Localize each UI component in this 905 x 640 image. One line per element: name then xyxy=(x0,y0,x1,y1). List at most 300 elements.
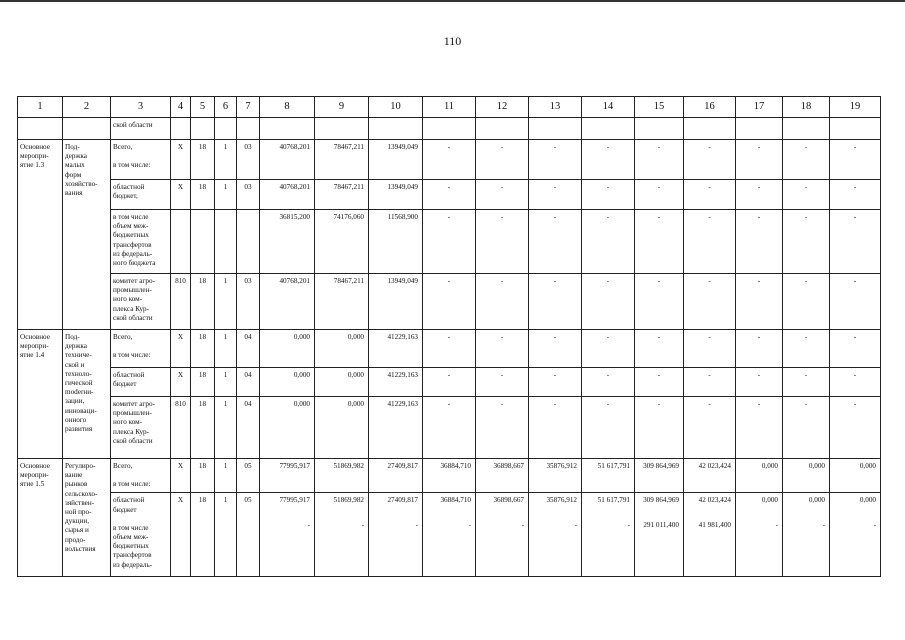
cell-line: развития xyxy=(65,425,93,434)
cell-value: - xyxy=(804,277,808,285)
cell-line: в том числе xyxy=(113,213,149,221)
cell-line: ятие 1.5 xyxy=(20,480,45,489)
cell-value: 13949,049 xyxy=(387,183,418,191)
table-cell xyxy=(171,274,191,330)
cell-value: 40768,201 xyxy=(279,277,310,285)
table-cell xyxy=(529,118,582,140)
cell-value: - xyxy=(708,371,711,379)
table-cell xyxy=(582,274,635,330)
table-cell xyxy=(171,397,191,459)
cell-value: 1 xyxy=(223,462,228,470)
column-header xyxy=(237,97,260,118)
table-cell xyxy=(315,180,369,210)
table-cell xyxy=(830,493,881,577)
column-header xyxy=(423,97,476,118)
table-cell xyxy=(423,210,476,274)
table-cell xyxy=(783,493,830,577)
cell-line: продо- xyxy=(65,535,86,544)
cell-line: держка xyxy=(65,342,87,351)
column-header xyxy=(830,97,881,118)
cell-value: 0,000 xyxy=(347,333,364,341)
cell-value: - xyxy=(757,371,761,379)
table-cell xyxy=(260,180,315,210)
cell-value: 36884,710 xyxy=(440,462,471,470)
cell-value: 51869,982 xyxy=(333,496,364,505)
table-cell xyxy=(237,210,260,274)
column-header xyxy=(635,97,684,118)
table-cell xyxy=(315,493,369,577)
table-cell xyxy=(369,368,423,397)
cell-line: областной xyxy=(113,183,145,191)
cell-value: - xyxy=(804,371,808,379)
cell-value: 15 xyxy=(653,101,665,113)
cell-value: 78467,211 xyxy=(333,143,364,151)
cell-value: 291 011,400 xyxy=(643,520,679,529)
cell-value: - xyxy=(553,333,557,341)
cell-value: 0,000 xyxy=(808,462,825,470)
cell-value: - xyxy=(757,183,761,191)
cell-value: 1 xyxy=(223,333,228,341)
table-cell xyxy=(476,140,529,180)
table-cell xyxy=(237,459,260,493)
table-cell xyxy=(111,493,171,577)
cell-value: - xyxy=(553,143,557,151)
cell-value: 42 023,424 xyxy=(698,496,731,505)
cell-line: Основное xyxy=(20,143,50,151)
cell-value: - xyxy=(553,400,557,408)
table-cell xyxy=(830,274,881,330)
cell-line: меропри- xyxy=(20,471,49,480)
cell-value: 03 xyxy=(244,143,252,151)
cell-value: 51 617,791 xyxy=(597,496,630,505)
continuation-row xyxy=(18,118,881,140)
cell-line: вольствия xyxy=(65,544,96,553)
table-cell xyxy=(684,140,736,180)
cell-line: гической xyxy=(65,379,93,388)
table-cell xyxy=(215,210,237,274)
cell-value: 18 xyxy=(198,371,207,379)
table-row xyxy=(18,180,881,210)
cell-value: - xyxy=(657,143,661,151)
cell-value: Всего, xyxy=(113,143,133,151)
cell-value: 78467,211 xyxy=(333,183,364,191)
cell-lines xyxy=(20,143,60,171)
cell-value: - xyxy=(853,371,857,379)
column-header xyxy=(369,97,423,118)
cell-line: меропри- xyxy=(20,152,49,161)
table-cell xyxy=(635,330,684,368)
cell-value: 4 xyxy=(177,101,184,113)
cell-line: зяйствен- xyxy=(65,498,95,507)
column-header xyxy=(171,97,191,118)
cell-value: X xyxy=(177,462,184,470)
table-cell xyxy=(830,459,881,493)
cell-value: - xyxy=(804,333,808,341)
measure-code xyxy=(18,140,63,330)
cell-value: - xyxy=(447,277,451,285)
cell-value: в том числе: xyxy=(113,480,151,489)
cell-lines xyxy=(113,400,168,446)
table-cell xyxy=(684,180,736,210)
table-cell xyxy=(830,330,881,368)
table-cell xyxy=(529,459,582,493)
cell-line: объем меж- xyxy=(113,222,149,231)
table-cell xyxy=(476,397,529,459)
column-header xyxy=(529,97,582,118)
cell-line: ного ком- xyxy=(113,418,143,427)
table-cell xyxy=(111,140,171,180)
table-cell xyxy=(476,274,529,330)
column-header xyxy=(684,97,736,118)
table-cell xyxy=(215,368,237,397)
cell-line: сельскохо- xyxy=(65,489,98,498)
table-cell xyxy=(191,368,215,397)
table-cell xyxy=(783,180,830,210)
table-cell xyxy=(423,493,476,577)
table-cell xyxy=(111,210,171,274)
cell-value: - xyxy=(521,520,524,529)
table-cell xyxy=(423,118,476,140)
cell-value: 0,000 xyxy=(808,496,825,505)
cell-value: 40768,201 xyxy=(279,143,310,151)
cell-line: ного бюджета xyxy=(113,259,156,268)
table-cell xyxy=(830,140,881,180)
cell-value: 16 xyxy=(704,101,715,113)
cell-value: 0,000 xyxy=(293,333,310,341)
cell-value: - xyxy=(500,143,504,151)
cell-value: 6 xyxy=(222,101,229,113)
cell-line: в том числе xyxy=(113,523,149,532)
table-cell xyxy=(783,397,830,459)
table-row xyxy=(18,274,881,330)
cell-value: - xyxy=(627,520,630,529)
table-cell xyxy=(783,274,830,330)
cell-value: 11568,900 xyxy=(387,213,418,221)
table-cell xyxy=(582,140,635,180)
measure-total-row xyxy=(18,330,881,368)
cell-value: 0,000 xyxy=(859,462,876,470)
table-cell xyxy=(476,330,529,368)
cell-value: - xyxy=(553,183,557,191)
cell-value: - xyxy=(708,183,711,191)
table-cell xyxy=(171,180,191,210)
cell-value: X xyxy=(177,333,184,341)
table-cell xyxy=(171,459,191,493)
cell-value: - xyxy=(657,277,661,285)
cell-line: зации, xyxy=(65,397,85,406)
cell-value: - xyxy=(708,277,711,285)
table-cell xyxy=(315,210,369,274)
table-cell xyxy=(736,459,783,493)
column-header xyxy=(18,97,63,118)
table-cell xyxy=(830,368,881,397)
table-cell xyxy=(171,330,191,368)
cell-value: 42 023,424 xyxy=(698,462,731,470)
table-cell xyxy=(529,493,582,577)
cell-value: 04 xyxy=(244,371,252,379)
cell-value: - xyxy=(757,143,761,151)
table-cell xyxy=(18,118,63,140)
cell-value: - xyxy=(447,213,451,221)
cell-value: 810 xyxy=(175,277,186,285)
table-cell xyxy=(171,493,191,577)
table-cell xyxy=(171,140,191,180)
table-cell xyxy=(111,274,171,330)
table-cell xyxy=(369,493,423,577)
table-cell xyxy=(684,118,736,140)
table-cell xyxy=(635,459,684,493)
table-cell xyxy=(369,397,423,459)
table-cell xyxy=(191,180,215,210)
table-cell xyxy=(191,140,215,180)
cell-value: 0,000 xyxy=(293,371,310,379)
cell-value: - xyxy=(553,277,557,285)
cell-value: 0,000 xyxy=(761,462,778,470)
cell-line: комитет агро- xyxy=(113,277,155,285)
cell-value: 77995,917 xyxy=(279,496,310,505)
table-cell xyxy=(830,118,881,140)
cell-value: - xyxy=(757,333,761,341)
measure-budget-row xyxy=(18,493,881,577)
cell-value: 19 xyxy=(849,101,861,113)
table-cell xyxy=(369,140,423,180)
table-cell xyxy=(191,210,215,274)
cell-value: - xyxy=(757,400,761,408)
cell-value: - xyxy=(606,183,610,191)
cell-value: 41229,163 xyxy=(387,333,418,341)
cell-value: 13949,049 xyxy=(387,143,418,151)
cell-value: 74176,060 xyxy=(333,213,364,221)
cell-value: 309 864,969 xyxy=(643,496,679,505)
table-cell xyxy=(260,397,315,459)
measure-code xyxy=(18,459,63,577)
table-cell xyxy=(830,210,881,274)
cell-line: ской и xyxy=(65,360,85,369)
cell-line: Основное xyxy=(20,333,50,341)
cell-line: Регулиро- xyxy=(65,462,96,470)
table-cell xyxy=(529,140,582,180)
cell-value: 810 xyxy=(175,400,186,408)
cell-value: - xyxy=(606,213,610,221)
table-cell xyxy=(111,330,171,368)
table-cell xyxy=(529,330,582,368)
table-cell xyxy=(237,368,260,397)
table-row xyxy=(18,210,881,274)
table-cell xyxy=(369,210,423,274)
table-cell xyxy=(237,140,260,180)
table-cell xyxy=(684,210,736,274)
cell-line: плекса Кур- xyxy=(113,304,150,313)
cell-line: бюджет, xyxy=(113,192,138,201)
cell-value: 77995,917 xyxy=(279,462,310,470)
cell-value: - xyxy=(757,277,761,285)
cell-line: moderни- xyxy=(65,388,94,397)
measure-name xyxy=(63,330,111,459)
cell-value: - xyxy=(657,371,661,379)
table-cell xyxy=(476,368,529,397)
table-cell xyxy=(369,330,423,368)
cell-value: 17 xyxy=(753,101,765,113)
cell-lines xyxy=(65,462,108,554)
cell-value: ской области xyxy=(113,121,153,129)
cell-value: 36884,710 xyxy=(440,496,471,505)
cell-value: 36898,667 xyxy=(493,462,524,470)
table-cell xyxy=(684,368,736,397)
table-cell xyxy=(783,368,830,397)
table-cell xyxy=(423,397,476,459)
column-header xyxy=(191,97,215,118)
cell-value: 9 xyxy=(338,101,345,113)
cell-value: - xyxy=(606,400,610,408)
cell-line: сырья и xyxy=(65,526,89,535)
table-cell xyxy=(582,397,635,459)
cell-value: - xyxy=(853,277,857,285)
cell-line: Под- xyxy=(65,143,80,151)
table-cell xyxy=(260,368,315,397)
table-cell xyxy=(369,180,423,210)
cell-value: - xyxy=(853,183,857,191)
cell-value: 3 xyxy=(137,101,144,113)
table-cell xyxy=(260,493,315,577)
cell-lines xyxy=(113,496,168,514)
table-cell xyxy=(315,397,369,459)
table-cell xyxy=(315,118,369,140)
table-cell xyxy=(191,459,215,493)
cell-value: - xyxy=(447,400,451,408)
cell-lines xyxy=(20,333,60,361)
cell-line: из федераль- xyxy=(113,560,153,569)
header-row xyxy=(18,97,881,118)
cell-value: в том числе: xyxy=(113,351,151,360)
cell-value: 1 xyxy=(223,371,228,379)
cell-line: бюджет xyxy=(113,505,137,514)
table-cell xyxy=(423,368,476,397)
cell-value: 18 xyxy=(198,277,207,285)
table-cell xyxy=(191,118,215,140)
cell-value: - xyxy=(500,371,504,379)
column-header xyxy=(476,97,529,118)
cell-line: рынков xyxy=(65,480,88,489)
cell-value: 41 981,400 xyxy=(698,520,731,529)
table-cell xyxy=(237,180,260,210)
cell-value: 27409,817 xyxy=(387,462,418,470)
cell-value: 18 xyxy=(198,183,207,191)
cell-value: - xyxy=(708,143,711,151)
table-cell xyxy=(369,118,423,140)
table-cell xyxy=(684,397,736,459)
table-cell xyxy=(111,368,171,397)
cell-line: трансфертов xyxy=(113,240,152,249)
cell-value: 14 xyxy=(602,101,614,113)
cell-value: 03 xyxy=(244,183,252,191)
cell-lines xyxy=(113,183,168,201)
table-cell xyxy=(369,274,423,330)
cell-lines xyxy=(113,277,168,323)
cell-value: - xyxy=(500,277,504,285)
cell-line: объем меж- xyxy=(113,533,149,542)
budget-table xyxy=(17,96,881,577)
cell-value: 1 xyxy=(37,101,43,113)
table-cell xyxy=(635,274,684,330)
table-cell xyxy=(736,493,783,577)
cell-value: - xyxy=(853,143,857,151)
cell-value: 05 xyxy=(244,496,252,505)
cell-value: - xyxy=(708,333,711,341)
cell-value: 1 xyxy=(223,277,228,285)
cell-lines xyxy=(113,213,168,268)
column-header xyxy=(736,97,783,118)
column-header xyxy=(315,97,369,118)
cell-value: - xyxy=(500,333,504,341)
cell-line: держка xyxy=(65,152,87,161)
table-cell xyxy=(582,210,635,274)
cell-value: 1 xyxy=(223,143,228,151)
cell-value: 18 xyxy=(198,333,207,341)
cell-value: 04 xyxy=(244,333,252,341)
table-cell xyxy=(260,274,315,330)
cell-line: Под- xyxy=(65,333,80,341)
table-cell xyxy=(423,274,476,330)
cell-line: промышлен- xyxy=(113,286,152,295)
cell-line: вание xyxy=(65,471,83,480)
cell-line: хозяйство- xyxy=(65,179,98,188)
cell-value: 13949,049 xyxy=(387,277,418,285)
table-cell xyxy=(830,180,881,210)
cell-value: 18 xyxy=(198,400,207,408)
cell-value: - xyxy=(606,371,610,379)
cell-value: 04 xyxy=(244,400,252,408)
cell-lines xyxy=(65,333,108,434)
cell-value: 11 xyxy=(443,101,455,113)
table-cell xyxy=(215,397,237,459)
cell-value: - xyxy=(804,143,808,151)
table-cell xyxy=(529,368,582,397)
table-cell xyxy=(476,210,529,274)
table-cell xyxy=(684,330,736,368)
cell-value: X xyxy=(177,183,184,191)
table-cell xyxy=(423,459,476,493)
table-cell xyxy=(684,493,736,577)
table-cell xyxy=(736,118,783,140)
table-cell xyxy=(783,459,830,493)
table-cell xyxy=(215,118,237,140)
table-cell xyxy=(582,330,635,368)
table-cell xyxy=(215,274,237,330)
cell-value: 10 xyxy=(390,101,401,113)
cell-value: - xyxy=(361,520,364,529)
cell-value: 0,000 xyxy=(859,496,876,505)
table-cell xyxy=(191,330,215,368)
table-cell xyxy=(582,180,635,210)
measure-name xyxy=(63,140,111,330)
page-top-edge xyxy=(0,0,905,2)
table-cell xyxy=(476,493,529,577)
table-cell xyxy=(191,493,215,577)
table-cell xyxy=(315,274,369,330)
cell-value: - xyxy=(853,333,857,341)
table-cell xyxy=(260,210,315,274)
table-cell xyxy=(635,368,684,397)
column-header xyxy=(215,97,237,118)
table-cell xyxy=(423,140,476,180)
column-header xyxy=(111,97,171,118)
cell-value: 0,000 xyxy=(293,400,310,408)
table-cell xyxy=(260,118,315,140)
table-cell xyxy=(582,493,635,577)
table-cell xyxy=(423,330,476,368)
table-cell xyxy=(783,330,830,368)
cell-line: ной про- xyxy=(65,508,92,517)
